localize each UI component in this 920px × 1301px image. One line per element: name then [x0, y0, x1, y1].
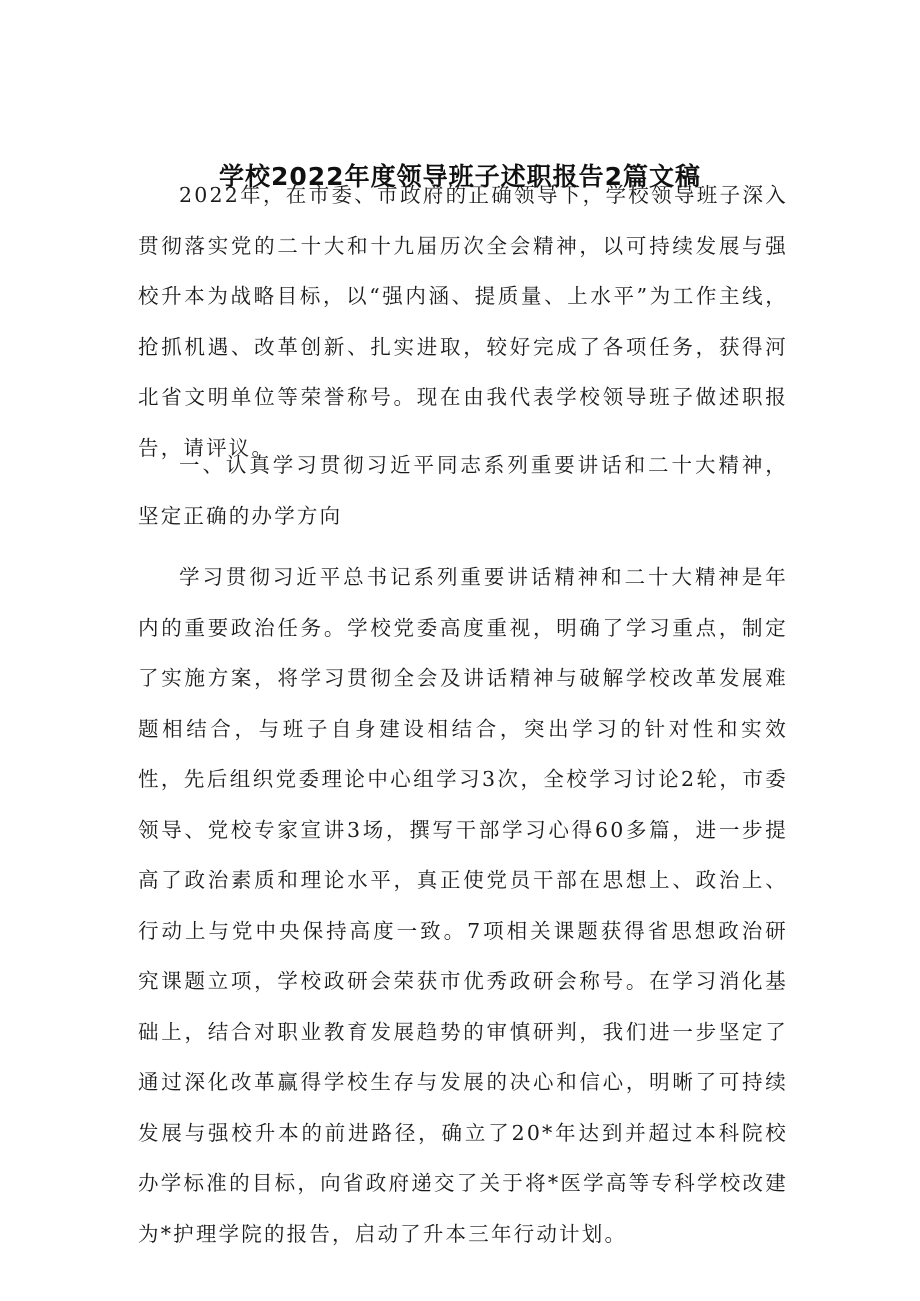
section-heading: 一、认真学习贯彻习近平同志系列重要讲话和二十大精神，坚定正确的办学方向: [138, 453, 788, 528]
body-paragraph: 学习贯彻习近平总书记系列重要讲话精神和二十大精神是年内的重要政治任务。学校党委高度重视，明确了学习重点，制定了实施方案，将学习贯彻全会及讲话精神与破解学校改革发展难题相结合，与班子自身建设相结合，突出学习的针对性和实效性，先后组织党委理论中心组学习3次，全校学习讨论2轮，市委领导、党校专家宣讲3场，撰写干部学习心得60多篇，进一步提高了政治素质和理论水平，真正使党员干部在思想上、政治上、行动上与党中央保持高度一致。7项相关课题获得省思想政治研究课题立项，学校政研会荣获市优秀政研会称号。在学习消化基础上，结合对职业教育发展趋势的审慎研判，我们进一步坚定了通过深化改革赢得学校生存与发展的决心和信心，明晰了可持续发展与强校升本的前进路径，确立了20*年达到并超过本科院校办学标准的目标，向省政府递交了关于将*医学高等专科学校改建为*护理学院的报告，启动了升本三年行动计划。: [138, 565, 788, 1246]
intro-paragraph: 2022年，在市委、市政府的正确领导下，学校领导班子深入贯彻落实党的二十大和十九届历次全会精神，以可持续发展与强校升本为战略目标，以“强内涵、提质量、上水平”为工作主线，抢抓机遇、改革创新、扎实进取，较好完成了各项任务，获得河北省文明单位等荣誉称号。现在由我代表学校领导班子做述职报告，请评议。: [138, 183, 788, 460]
document-title: 学校2022年度领导班子述职报告2篇文稿: [219, 161, 701, 191]
